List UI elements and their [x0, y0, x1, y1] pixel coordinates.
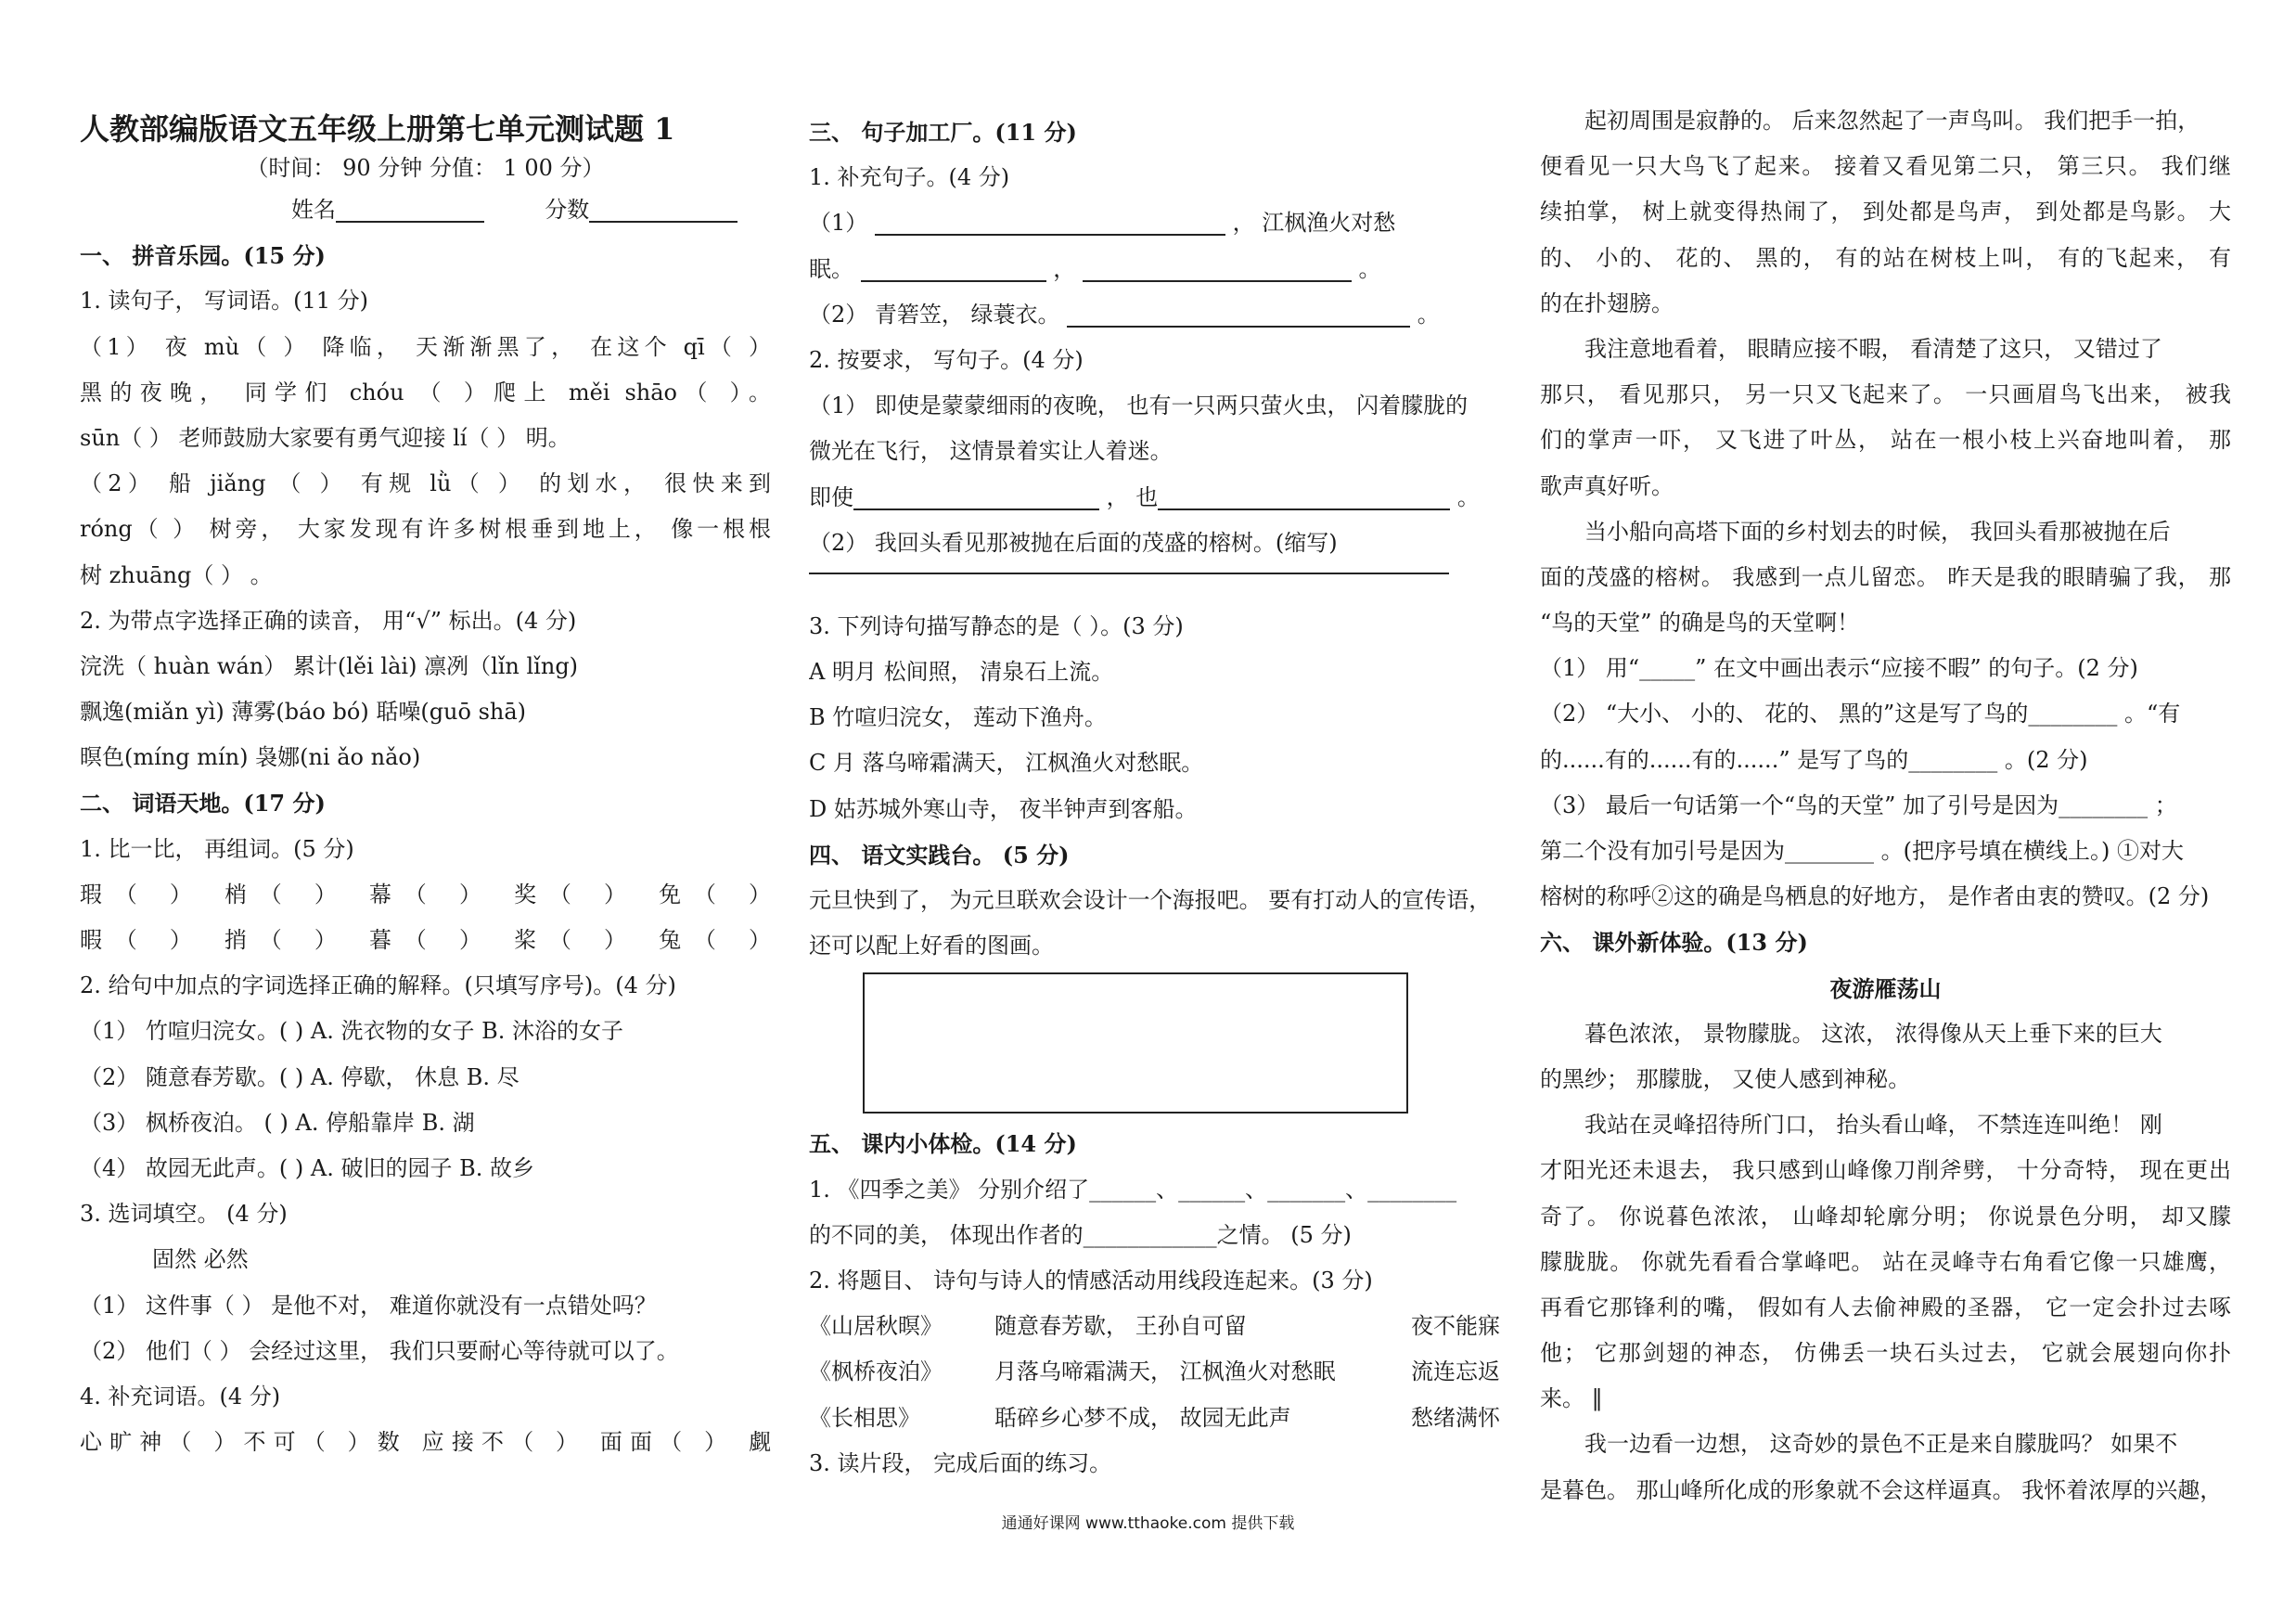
question-line: 黑的夜晚， 同学们 chóu （ ）爬上 měi shāo（ ）。: [80, 379, 771, 406]
passage-line: 便看见一只大鸟飞了起来。 接着又看见第二只， 第三只。 我们继: [1540, 153, 2231, 180]
option-a: A 明月 松间照， 清泉石上流。: [809, 659, 1114, 686]
page-title: 人教部编版语文五年级上册第七单元测试题 1: [80, 111, 675, 147]
question-line: 第二个没有加引号是因为________ 。(把序号填在横线上。) ①对大: [1540, 838, 2184, 864]
match-row: [809, 1349, 1500, 1395]
question-line: 树 zhuāng（ ） 。: [80, 561, 273, 588]
passage-line: “鸟的天堂” 的确是鸟的天堂啊！: [1540, 610, 1860, 637]
section-heading: 六、 课外新体验。(13 分): [1540, 929, 1808, 957]
question-line: 榕树的称呼②这的确是鸟栖息的好地方， 是作者由衷的赞叹。(2 分): [1540, 883, 2210, 910]
footer-source: 通通好课网 www.tthaoke.com 提供下载: [1001, 1514, 1295, 1533]
column-1: [80, 109, 771, 1465]
question-line: （2） 随意春芳歇。( ) A. 停歇， 休息 B. 尽: [80, 1063, 519, 1090]
answer-line[interactable]: [809, 572, 1449, 574]
answer-blank[interactable]: [1083, 252, 1352, 282]
question-line: 的......有的......有的......” 是写了鸟的________ 。(2 分): [1540, 746, 2088, 773]
emotion[interactable]: 愁绪满怀: [1411, 1404, 1500, 1431]
question-line: 2. 为带点字选择正确的读音， 用“√” 标出。(4 分): [80, 607, 577, 634]
item-label: （1）: [809, 210, 868, 237]
passage-line: 我一边看一边想， 这奇妙的景色不正是来自朦胧吗？ 如果不: [1584, 1431, 2178, 1458]
question-line: （1） 即使是蒙蒙细雨的夜晚， 也有一只两只萤火虫， 闪着朦胧的: [809, 393, 1469, 419]
passage-line: 奇了。 你说暮色浓浓， 山峰却轮廓分明； 你说景色分明， 却又朦: [1540, 1203, 2231, 1229]
question-line: （1） 这件事（ ） 是他不对， 难道你就没有一点错处吗？: [80, 1292, 657, 1319]
passage-line: 我站在灵峰招待所门口， 抬头看山峰， 不禁连连叫绝！ 刚: [1584, 1112, 2162, 1139]
question-line: 瑕（ ） 梢（ ） 幕（ ） 奖（ ） 免（ ）: [80, 881, 771, 908]
passage-line: 起初周围是寂静的。 后来忽然起了一声鸟叫。 我们把手一拍，: [1584, 108, 2200, 134]
passage-line: 来。 ‖: [1540, 1385, 1603, 1412]
answer-blank[interactable]: [1158, 481, 1450, 510]
name-field[interactable]: [336, 193, 484, 223]
score-field[interactable]: [589, 193, 738, 223]
passage-line: 朦胧胧。 你就先看看合掌峰吧。 站在灵峰寺右角看它像一只雄鹰，: [1540, 1248, 2231, 1275]
passage-line: 的在扑翅膀。: [1540, 290, 1674, 316]
passage-line: 才阳光还未退去， 我只感到山峰像刀削斧劈， 十分奇特， 现在更出: [1540, 1157, 2231, 1184]
emotion[interactable]: 流连忘返: [1411, 1358, 1500, 1385]
answer-blank[interactable]: [861, 252, 1046, 282]
name-label: 姓名: [291, 197, 336, 223]
column-3: [1540, 98, 2231, 1513]
question-line: （3） 枫桥夜泊。 ( ) A. 停船靠岸 B. 湖: [80, 1109, 475, 1136]
section-heading: 五、 课内小体检。(14 分): [809, 1130, 1077, 1158]
section-heading: 二、 词语天地。(17 分): [80, 790, 326, 817]
name-score-row: [80, 187, 771, 233]
passage-line: 是暮色。 那山峰所化成的形象就不会这样逼真。 我怀着浓厚的兴趣，: [1540, 1476, 2223, 1503]
question-line: （2） 船 jiǎng （ ） 有规 lǜ（ ） 的划水， 很快来到: [80, 470, 771, 497]
question-line: 3. 选词填空。 (4 分): [80, 1201, 288, 1228]
section-heading: 三、 句子加工厂。(11 分): [809, 119, 1077, 146]
column-2: [809, 109, 1500, 1487]
option-b: B 竹喧归浣女， 莲动下渔舟。: [809, 704, 1107, 731]
question-line: （1） 用“_____” 在文中画出表示“应接不暇” 的句子。(2 分): [1540, 655, 2138, 682]
fill-sentence-1b: 眠。 ， 。: [809, 247, 1500, 292]
answer-blank[interactable]: [875, 206, 1225, 236]
question-line: 元旦快到了， 为元旦联欢会设计一个海报吧。 要有打动人的宣传语，: [809, 887, 1492, 913]
passage-line: 面的茂盛的榕树。 我感到一点儿留恋。 昨天是我的眼睛骗了我， 那: [1540, 563, 2231, 590]
poem-title[interactable]: 《枫桥夜泊》: [809, 1358, 943, 1385]
sentence-text: （2） 青箬笠， 绿蓑衣。: [809, 301, 1060, 328]
score-label: 分数: [545, 197, 590, 223]
question-line: （4） 故园无此声。( ) A. 破旧的园子 B. 故乡: [80, 1154, 534, 1181]
passage-line: 那只， 看见那只， 另一只又飞起来了。 一只画眉鸟飞出来， 被我: [1540, 381, 2231, 408]
passage-line: 他； 它那剑翅的神态， 仿佛丢一块石头过去， 它就会展翅向你扑: [1540, 1340, 2231, 1367]
question-line: 心旷神（ ）不可（ ）数 应接不（ ） 面面（ ） 觑: [80, 1429, 771, 1456]
question-line: 飘逸(miǎn yì) 薄雾(báo bó) 聒噪(guō shā): [80, 699, 527, 726]
passage-line: 的、 小的、 花的、 黑的， 有的站在树枝上叫， 有的飞起来， 有: [1540, 244, 2231, 271]
poem-title[interactable]: 《山居秋暝》: [809, 1313, 943, 1340]
option-d: D 姑苏城外寒山寺， 夜半钟声到客船。: [809, 795, 1198, 822]
question-line: 浣洗（ huàn wán） 累计(lěi lài) 凛冽（lǐn lǐng): [80, 652, 579, 679]
answer-blank[interactable]: [1067, 298, 1410, 328]
poem-line[interactable]: 聒碎乡心梦不成， 故园无此声: [994, 1404, 1291, 1431]
passage-line: 续拍掌， 树上就变得热闹了， 到处都是鸟声， 到处都是鸟影。 大: [1540, 199, 2231, 225]
sentence-text: 即使: [809, 483, 853, 510]
question-line: 的不同的美， 体现出作者的____________之情。 (5 分): [809, 1221, 1352, 1248]
passage-line: 当小船向高塔下面的乡村划去的时候， 我回头看那被抛在后: [1584, 518, 2171, 545]
answer-blank[interactable]: [853, 481, 1099, 510]
question-line: 还可以配上好看的图画。: [809, 933, 1054, 959]
question-line: 4. 补充词语。(4 分): [80, 1383, 281, 1410]
sentence-text: ， 江枫渔火对愁: [1232, 210, 1396, 237]
question-line: （1） 夜 mù（ ） 降临， 天渐渐黑了， 在这个 qī（ ）: [80, 333, 771, 360]
section-heading: 四、 语文实践台。 (5 分): [809, 841, 1070, 869]
passage-line: 们的掌声一吓， 又飞进了叶丛， 站在一根小枝上兴奋地叫着， 那: [1540, 427, 2231, 454]
question-line: 1. 读句子， 写词语。(11 分): [80, 288, 369, 315]
sentence-text: ， 也: [1106, 483, 1159, 510]
rewrite-line: 即使 ， 也 。: [809, 475, 1500, 521]
question-line: （3） 最后一句话第一个“鸟的天堂” 加了引号是因为________ ；: [1540, 792, 2177, 818]
fill-sentence-2: （2） 青箬笠， 绿蓑衣。 。: [809, 292, 1500, 338]
story-title: 夜游雁荡山: [1829, 974, 1942, 1002]
question-line: róng（ ） 树旁， 大家发现有许多树根垂到地上， 像一根根: [80, 516, 771, 543]
option-c: C 月 落乌啼霜满天， 江枫渔火对愁眠。: [809, 750, 1204, 777]
question-line: 1. 《四季之美》 分别介绍了______、______、_______、________: [809, 1176, 1457, 1203]
question-line: （2） 我回头看见那被抛在后面的茂盛的榕树。(缩写): [809, 529, 1338, 556]
question-line: 2. 给句中加点的字词选择正确的解释。(只填写序号)。(4 分): [80, 972, 676, 999]
question-line: 1. 比一比， 再组词。(5 分): [80, 835, 354, 862]
question-line: 微光在飞行， 这情景着实让人着迷。: [809, 438, 1173, 465]
question-line: （2） 他们（ ） 会经过这里， 我们只要耐心等待就可以了。: [80, 1337, 679, 1364]
match-row: [809, 1304, 1500, 1349]
section-heading: 一、 拼音乐园。(15 分): [80, 242, 326, 270]
poem-line[interactable]: 月落乌啼霜满天， 江枫渔火对愁眠: [994, 1358, 1336, 1385]
poem-line[interactable]: 随意春芳歇， 王孙自可留: [994, 1313, 1247, 1340]
question-line: 2. 按要求， 写句子。(4 分): [809, 346, 1084, 373]
poster-drawing-box[interactable]: [863, 972, 1408, 1114]
question-line: 1. 补充句子。(4 分): [809, 164, 1010, 191]
question-line: 3. 读片段， 完成后面的练习。: [809, 1449, 1112, 1476]
passage-line: 再看它那锋利的嘴， 假如有人去偷神殿的圣器， 它一定会扑过去啄: [1540, 1294, 2231, 1320]
passage-line: 的黑纱； 那朦胧， 又使人感到神秘。: [1540, 1065, 1911, 1092]
poem-title[interactable]: 《长相思》: [809, 1404, 920, 1431]
question-line: 暝色(míng mín) 袅娜(ni ǎo nǎo): [80, 744, 421, 771]
emotion[interactable]: 夜不能寐: [1411, 1313, 1500, 1340]
passage-line: 歌声真好听。: [1540, 472, 1674, 499]
word-choices: 固然 必然: [152, 1246, 249, 1273]
question-line: （2） “大小、 小的、 花的、 黑的”这是写了鸟的________ 。“有: [1540, 701, 2181, 727]
question-line: （1） 竹喧归浣女。( ) A. 洗衣物的女子 B. 沐浴的女子: [80, 1018, 623, 1045]
match-row: [809, 1396, 1500, 1441]
question-line: 3. 下列诗句描写静态的是（ ）。(3 分): [809, 612, 1184, 639]
sentence-text: 眠。: [809, 255, 853, 282]
time-score: （时间： 90 分钟 分值： 1 00 分）: [246, 155, 605, 181]
question-line: sūn（ ） 老师鼓励大家要有勇气迎接 lí（ ） 明。: [80, 424, 571, 451]
question-line: 2. 将题目、 诗句与诗人的情感活动用线段连起来。(3 分): [809, 1267, 1373, 1294]
passage-line: 我注意地看着， 眼睛应接不暇， 看清楚了这只， 又错过了: [1584, 335, 2162, 362]
passage-line: 暮色浓浓， 景物朦胧。 这浓， 浓得像从天上垂下来的巨大: [1584, 1020, 2162, 1047]
question-line: 暇（ ） 捎（ ） 暮（ ） 桨（ ） 兔（ ）: [80, 927, 771, 953]
fill-sentence-1: [809, 200, 1500, 246]
